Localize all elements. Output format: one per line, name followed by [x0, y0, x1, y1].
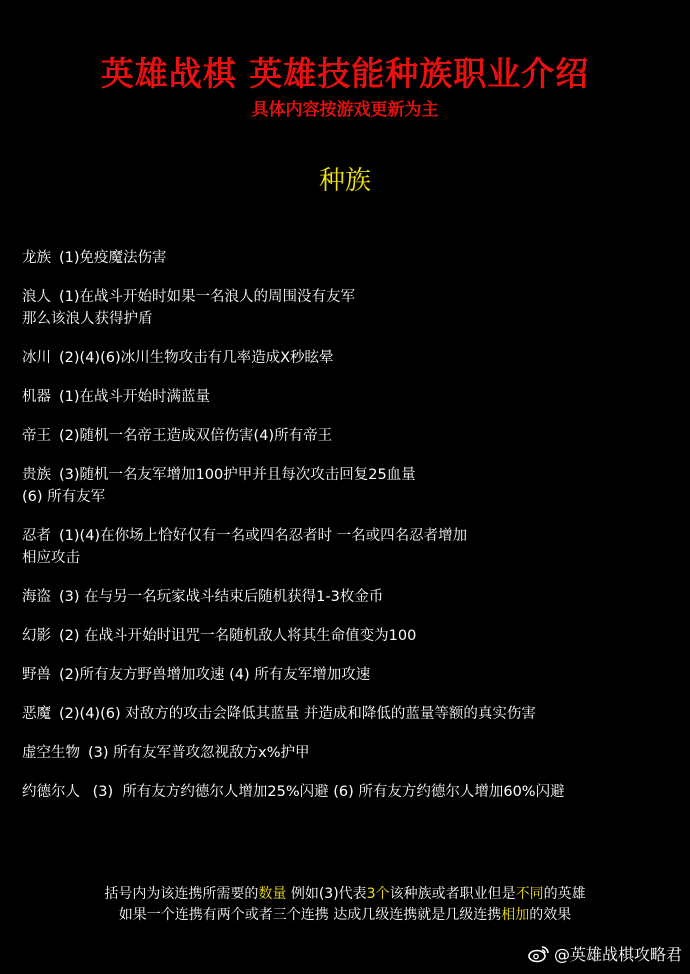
race-name: 龙族 [22, 250, 51, 266]
race-item-ronin [22, 286, 682, 330]
race-desc: (3) 所有友军普攻忽视敌方x%护甲 [88, 745, 310, 761]
race-name: 幻影 [22, 628, 51, 644]
race-list [22, 247, 682, 820]
footer-note [0, 884, 690, 926]
watermark-text: @英雄战棋攻略君 [553, 945, 682, 964]
race-desc: (1)在战斗开始时满蓝量 [59, 389, 211, 405]
page-title: 英雄战棋 英雄技能种族职业介绍 [100, 54, 590, 93]
race-line [22, 347, 682, 369]
race-item-robot [22, 386, 682, 408]
footer-text: 的英雄 [543, 886, 586, 902]
footer-text: 如果一个连携有两个或者三个连携 达成几级连携就是几级连携 [118, 907, 502, 923]
weibo-watermark [528, 942, 682, 965]
race-desc: (3)随机一名友军增加100护甲并且每次攻击回复25血量 [59, 467, 416, 483]
race-line [22, 703, 682, 725]
race-item-void [22, 742, 682, 764]
race-line [22, 781, 682, 803]
race-desc: (3) 在与另一名玩家战斗结束后随机获得1-3枚金币 [59, 589, 384, 605]
race-item-yordle [22, 781, 682, 803]
footer-line-2 [0, 905, 690, 926]
race-desc: (1)(4)在你场上恰好仅有一名或四名忍者时 一名或四名忍者增加 [59, 528, 468, 544]
footer-highlight: 3个 [366, 886, 390, 902]
race-item-phantom [22, 625, 682, 647]
race-name: 忍者 [22, 528, 51, 544]
footer-text: 的效果 [529, 907, 572, 923]
race-item-noble [22, 464, 682, 508]
race-item-ninja [22, 525, 682, 569]
race-name: 冰川 [22, 350, 51, 366]
race-line [22, 742, 682, 764]
race-name: 恶魔 [22, 706, 51, 722]
race-line [22, 464, 682, 486]
race-line [22, 625, 682, 647]
section-heading-races: 种族 [318, 166, 371, 196]
footer-highlight: 数量 [258, 886, 287, 902]
race-desc: (1)免疫魔法伤害 [59, 250, 167, 266]
race-item-king [22, 425, 682, 447]
footer-line-1 [0, 884, 690, 905]
footer-highlight: 不同 [515, 886, 544, 902]
race-desc-continued: 那么该浪人获得护盾 [22, 311, 153, 327]
footer-text: 例如(3)代表 [286, 886, 367, 902]
race-name: 约德尔人 [22, 784, 80, 800]
race-desc: (2)随机一名帝王造成双倍伤害(4)所有帝王 [59, 428, 333, 444]
race-line [22, 525, 682, 547]
race-name: 浪人 [22, 289, 51, 305]
race-item-dragon [22, 247, 682, 269]
race-name: 机器 [22, 389, 51, 405]
race-desc: (3) 所有友方约德尔人增加25%闪避 (6) 所有友方约德尔人增加60%闪避 [88, 784, 565, 800]
race-desc: (1)在战斗开始时如果一名浪人的周围没有友军 [59, 289, 356, 305]
race-line [22, 386, 682, 408]
footer-highlight: 相加 [501, 907, 530, 923]
race-desc: (2)所有友方野兽增加攻速 (4) 所有友军增加攻速 [59, 667, 371, 683]
race-name: 帝王 [22, 428, 51, 444]
race-desc: (2)(4)(6)冰川生物攻击有几率造成X秒眩晕 [59, 350, 334, 366]
weibo-icon [528, 945, 550, 963]
race-line [22, 586, 682, 608]
race-line [22, 247, 682, 269]
race-desc-continued: 相应攻击 [22, 550, 80, 566]
footer-text: 该种族或者职业但是 [389, 886, 516, 902]
race-name: 虚空生物 [22, 745, 80, 761]
race-name: 海盗 [22, 589, 51, 605]
race-item-demon [22, 703, 682, 725]
race-line [22, 425, 682, 447]
race-desc: (2) 在战斗开始时诅咒一名随机敌人将其生命值变为100 [59, 628, 417, 644]
race-name: 野兽 [22, 667, 51, 683]
race-line [22, 286, 682, 308]
race-desc: (2)(4)(6) 对敌方的攻击会降低其蓝量 并造成和降低的蓝量等额的真实伤害 [59, 706, 536, 722]
race-line [22, 664, 682, 686]
race-desc-continued: (6) 所有友军 [22, 489, 106, 505]
page-subtitle: 具体内容按游戏更新为主 [251, 100, 439, 120]
race-item-beast [22, 664, 682, 686]
race-item-glacial [22, 347, 682, 369]
race-item-pirate [22, 586, 682, 608]
footer-text: 括号内为该连携所需要的 [104, 886, 259, 902]
race-name: 贵族 [22, 467, 51, 483]
